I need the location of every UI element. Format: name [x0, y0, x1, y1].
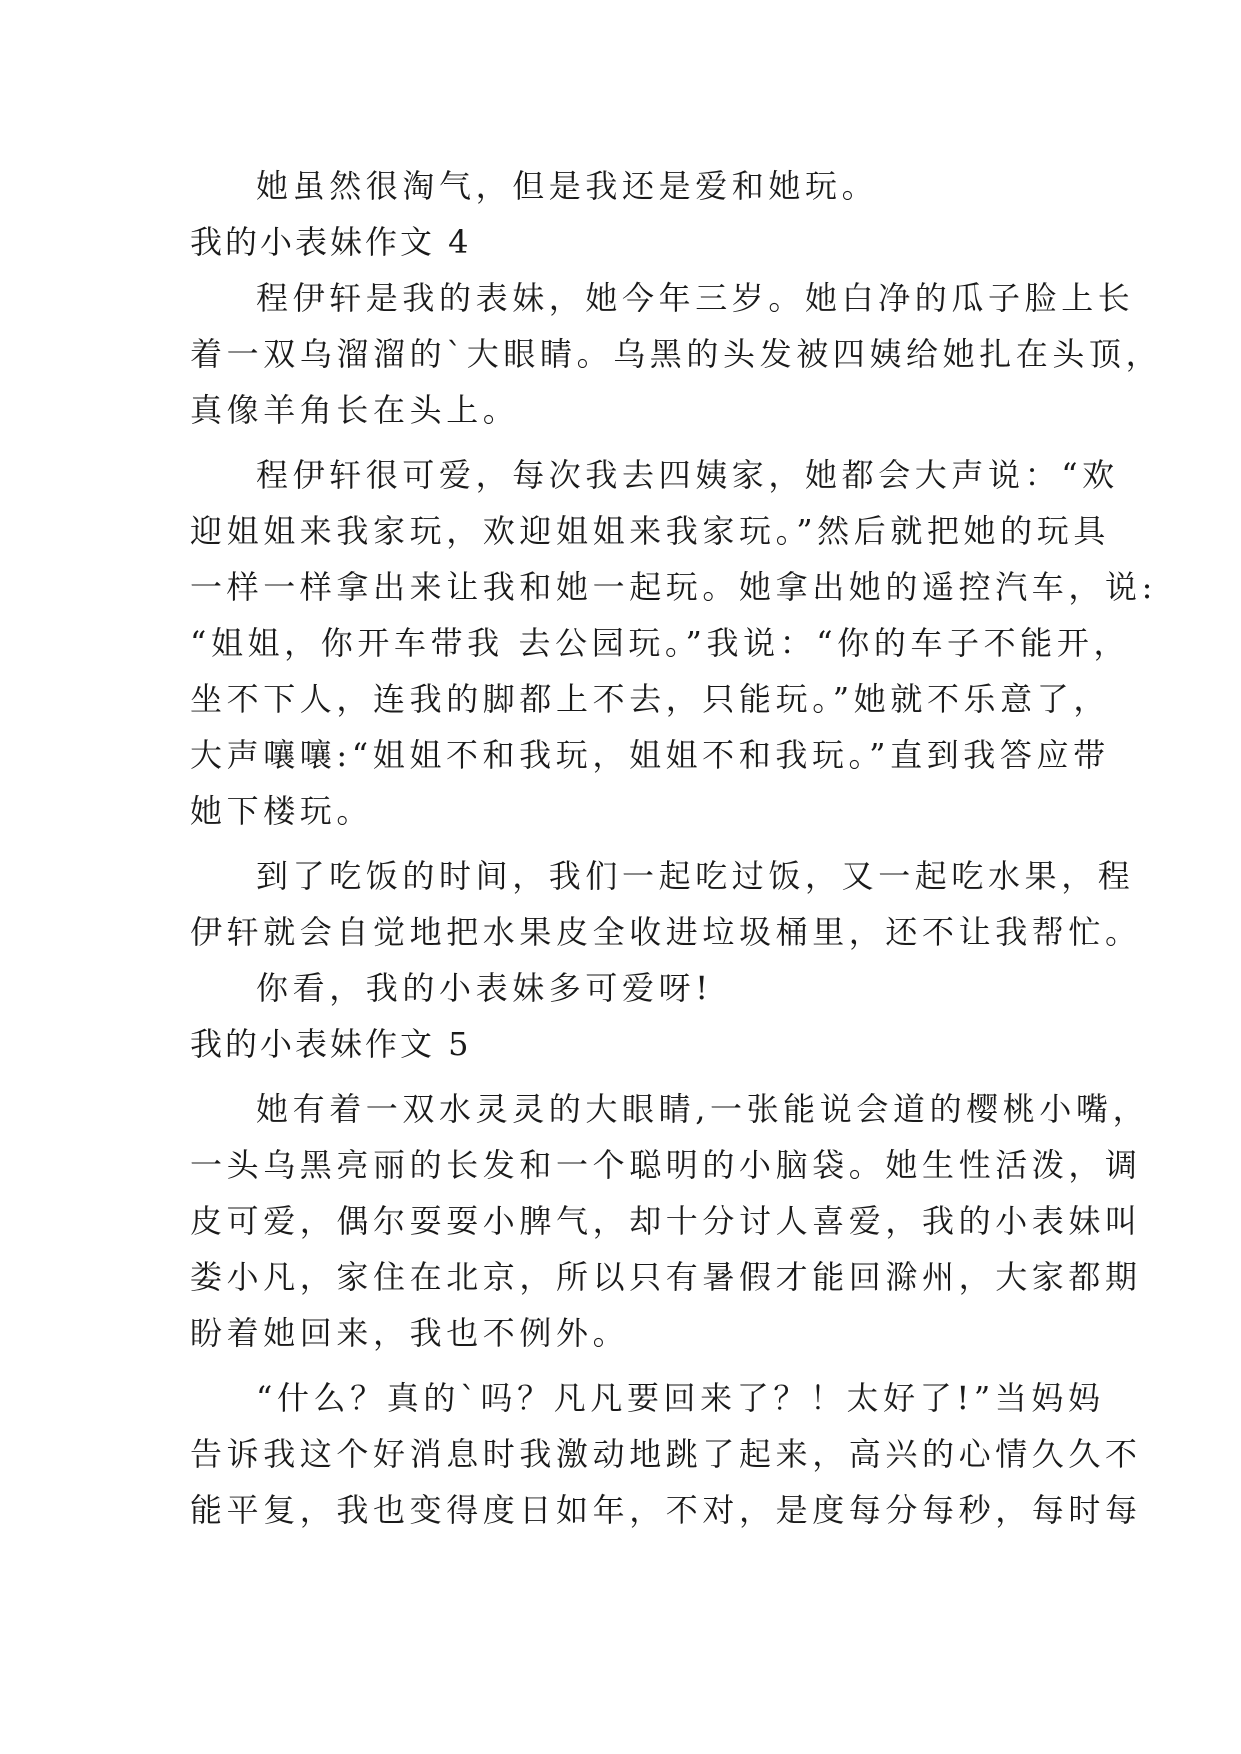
- text-line: 告诉我这个好消息时我激动地跳了起来，高兴的心情久久不: [190, 1435, 1142, 1473]
- text-line: 她下楼玩。: [190, 792, 374, 830]
- text-line: 她虽然很淘气，但是我还是爱和她玩。: [256, 167, 879, 205]
- text-line: 能平复，我也变得度日如年，不对，是度每分每秒，每时每: [190, 1491, 1142, 1529]
- text-line: “姐姐，你开车带我 去公园玩。”我说：“你的车子不能开，: [190, 624, 1131, 662]
- text-line: 真像羊角长在头上。: [190, 391, 520, 429]
- text-line: 程伊轩很可爱，每次我去四姨家，她都会大声说：“欢: [256, 456, 1119, 494]
- text-line: 皮可爱，偶尔耍耍小脾气，却十分讨人喜爱，我的小表妹叫: [190, 1202, 1142, 1240]
- text-line: 娄小凡，家住在北京，所以只有暑假才能回滁州，大家都期: [190, 1258, 1142, 1296]
- text-line: 坐不下人，连我的脚都上不去，只能玩。”她就不乐意了，: [190, 680, 1110, 718]
- section-heading: 我的小表妹作文 5: [190, 1025, 472, 1063]
- text-line: 一样一样拿出来让我和她一起玩。她拿出她的遥控汽车，说:: [190, 568, 1157, 606]
- text-line: “什么？真的`吗？凡凡要回来了？！太好了!”当妈妈: [256, 1379, 1105, 1417]
- text-line: 着一双乌溜溜的`大眼睛。乌黑的头发被四姨给她扎在头顶，: [190, 335, 1163, 373]
- text-line: 她有着一双水灵灵的大眼睛,一张能说会道的樱桃小嘴，: [256, 1090, 1150, 1128]
- text-line: 盼着她回来，我也不例外。: [190, 1314, 630, 1352]
- text-line: 大声嚷嚷:“姐姐不和我玩，姐姐不和我玩。”直到我答应带: [190, 736, 1110, 774]
- text-line: 一头乌黑亮丽的长发和一个聪明的小脑袋。她生性活泼，调: [190, 1146, 1142, 1184]
- text-line: 伊轩就会自觉地把水果皮全收进垃圾桶里，还不让我帮忙。: [190, 913, 1142, 951]
- text-line: 你看，我的小表妹多可爱呀!: [256, 969, 713, 1007]
- text-line: 迎姐姐来我家玩，欢迎姐姐来我家玩。”然后就把她的玩具: [190, 512, 1110, 550]
- text-line: 程伊轩是我的表妹，她今年三岁。她白净的瓜子脸上长: [256, 279, 1135, 317]
- text-line: 到了吃饭的时间，我们一起吃过饭，又一起吃水果，程: [256, 857, 1135, 895]
- section-heading: 我的小表妹作文 4: [190, 223, 472, 261]
